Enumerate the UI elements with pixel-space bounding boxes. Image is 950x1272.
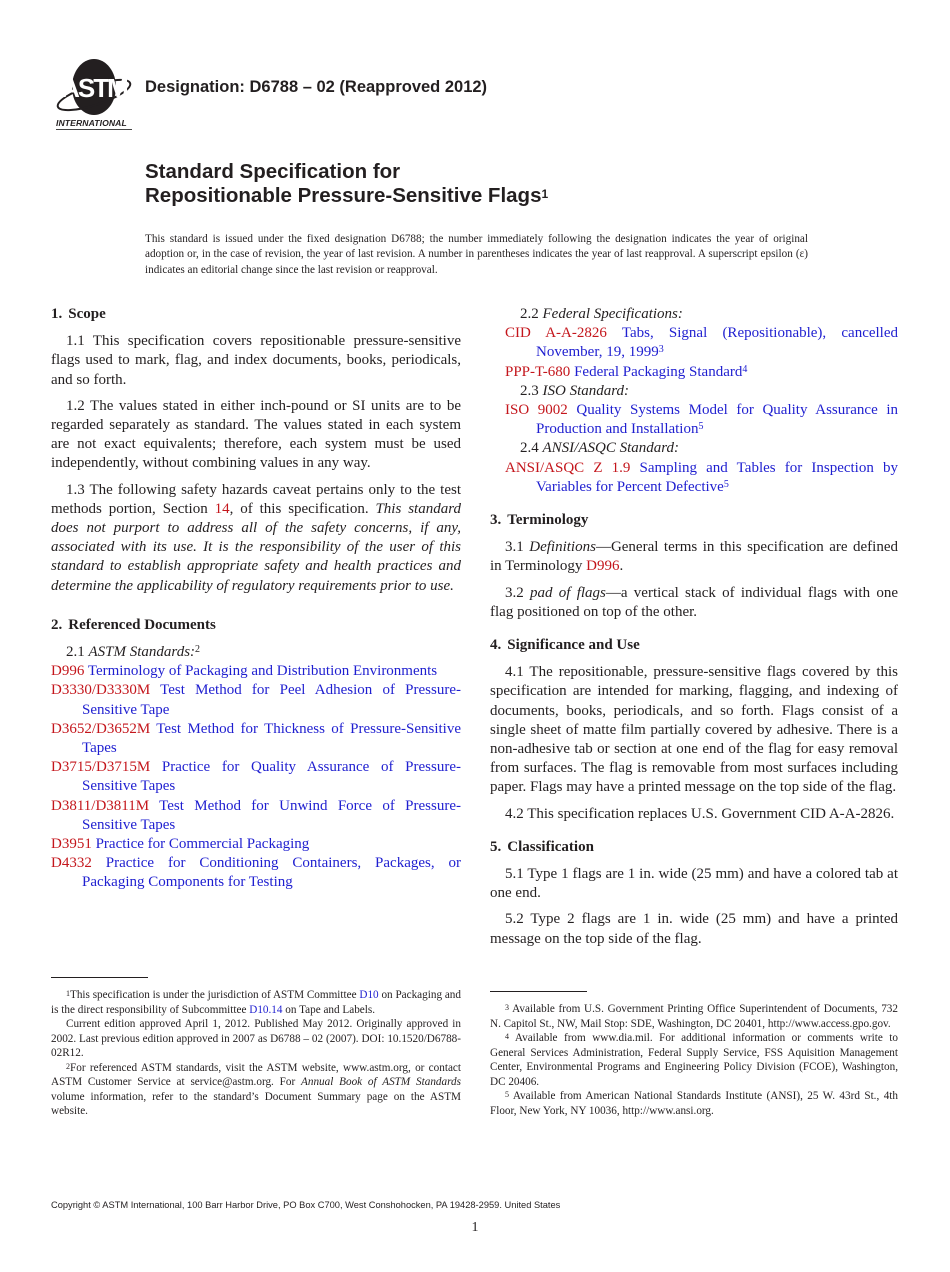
footnote-divider-left	[51, 977, 148, 978]
subsection-label: ISO Standard:	[542, 382, 630, 399]
paragraph-number: 3.1	[505, 539, 524, 556]
astm-globe-icon	[54, 57, 134, 117]
footnote-number: 5	[505, 1090, 509, 1099]
section-title: Referenced Documents	[68, 616, 216, 633]
paragraph-5-1: 5.1 Type 1 flags are 1 in. wide (25 mm) and have a colored tab at one end.	[490, 866, 898, 902]
text: , of this specification.	[229, 500, 376, 517]
annual-book-title: Annual Book of ASTM Standards	[301, 1076, 461, 1088]
footnote-5	[490, 1089, 898, 1118]
text: —a vertical stack of individual flags with one flag positioned on top of the other.	[490, 584, 898, 620]
astm-standards-label	[51, 643, 461, 662]
iso-standard-label	[505, 382, 898, 401]
footnote-number: 3	[505, 1003, 509, 1012]
section-heading-scope	[51, 305, 461, 324]
footnote-ref[interactable]: 5	[698, 421, 704, 433]
paragraph-5-2: 5.2 Type 2 flags are 1 in. wide (25 mm) and have a printed message on the top side of the flag.	[490, 911, 898, 947]
ref-item[interactable]	[505, 324, 898, 362]
footnote-divider-right	[490, 991, 587, 992]
federal-specs-label	[505, 305, 898, 324]
section-14-link[interactable]: 14	[214, 500, 230, 517]
section-number: 2.	[51, 616, 63, 633]
ref-title-link[interactable]: Test Method for Peel Adhesion of Pressure-Sensitive Tape	[82, 682, 461, 718]
footnote-ref[interactable]: 2	[195, 644, 201, 656]
ref-item[interactable]	[505, 459, 898, 497]
footnote-ref[interactable]: 5	[723, 478, 729, 490]
ref-code-link[interactable]: PPP-T-680	[505, 363, 571, 380]
term: Definitions	[529, 539, 596, 556]
designation: Designation: D6788 – 02 (Reapproved 2012)	[145, 78, 488, 96]
copyright-notice: Copyright © ASTM International, 100 Barr Harbor Drive, PO Box C700, West Conshohocken, PA 19428-2959. United States	[51, 1200, 561, 1210]
ref-code-link[interactable]: D996	[51, 663, 85, 680]
text: 1.3 The following safety hazards caveat pertains only to the test methods portion, Section	[51, 481, 461, 517]
ref-code-link[interactable]: ISO 9002	[505, 402, 568, 419]
ref-code-link[interactable]: CID A-A-2826	[505, 325, 607, 342]
ref-code-link[interactable]: D4332	[51, 855, 92, 872]
page-title	[145, 160, 548, 208]
text: on Packaging and is the direct responsibility of Subcommittee	[51, 989, 461, 1016]
section-number: 3.	[490, 512, 502, 529]
ref-code-link[interactable]: D3811/D3811M	[51, 797, 150, 814]
ref-item[interactable]	[51, 797, 461, 835]
footnotes-left	[51, 988, 461, 1119]
subsection-number: 2.2	[520, 306, 539, 322]
ansi-standard-label	[505, 439, 898, 458]
footnote-2	[51, 1061, 461, 1119]
text: For referenced ASTM standards, visit the ASTM website, www.astm.org, or contact ASTM Customer Service at service@astm.org. For	[51, 1061, 461, 1088]
footnote-3	[490, 1002, 898, 1031]
ref-title-link[interactable]: Sampling and Tables for Inspection by Variables for Percent Defective	[536, 459, 898, 495]
ref-title-link[interactable]: Tabs, Signal (Repositionable), cancelled November, 19, 1999	[536, 325, 899, 361]
ref-code-link[interactable]: D3715/D3715M	[51, 759, 151, 776]
subsection-label: ANSI/ASQC Standard:	[542, 440, 680, 457]
paragraph-1-2: 1.2 The values stated in either inch-pound or SI units are to be regarded separately as standard. The values stated in each system are not exact equivalents; therefore, each system must be used independently, without combining values in any way.	[51, 397, 461, 472]
section-heading-terminology	[490, 511, 898, 530]
ref-code-link[interactable]: D3652/D3652M	[51, 720, 151, 737]
footnotes-right	[490, 1002, 898, 1118]
footnote-4	[490, 1031, 898, 1089]
text: Available from American National Standards Institute (ANSI), 25 W. 43rd St., 4th Floor, New York, NY 10036, http://www.ansi.org.	[490, 1090, 898, 1117]
footnote-1-edition: Current edition approved April 1, 2012. Published May 2012. Originally approved in 2002. Last previous edition approved in 2007 as D6788 – 02 (2007). DOI: 10.1520/D6788-02R12.	[51, 1018, 461, 1059]
section-title: Scope	[68, 306, 106, 322]
paragraph-1-3	[51, 481, 461, 596]
committee-d10-link[interactable]: D10	[359, 989, 379, 1001]
text: This specification is under the jurisdiction of ASTM Committee	[70, 989, 360, 1001]
text: .	[619, 558, 624, 575]
footnote-number: 1	[66, 989, 70, 998]
logo-international-text: INTERNATIONAL	[56, 118, 127, 128]
section-title: Classification	[507, 838, 594, 855]
section-title: Significance and Use	[507, 637, 640, 654]
designation-notice: This standard is issued under the fixed designation D6788; the number immediately following the designation indicates the year of original adoption or, in the case of revision, the year of last revision. A number in parentheses indicates the year of last reapproval. A superscript epsilon (ε) indicates an editorial change since the last revision or reapproval.	[145, 233, 808, 276]
safety-caveat: This standard does not purport to address all of the safety concerns, if any, associated with its use. It is the responsibility of the user of this standard to establish appropriate safety and health practices and determine the applicability of regulatory requirements prior to use.	[51, 500, 461, 594]
subsection-label: ASTM Standards:	[88, 644, 196, 661]
text: Available from U.S. Government Printing Office Superintendent of Documents, 732 N. Capitol St., NW, Mail Stop: SDE, Washington, DC 20401, http://www.access.gpo.gov.	[490, 1003, 898, 1030]
section-heading-significance	[490, 636, 898, 655]
astm-logo	[54, 57, 134, 131]
ref-code-link[interactable]: D3951	[51, 836, 92, 853]
section-title: Terminology	[507, 512, 589, 529]
ref-item[interactable]	[505, 363, 898, 382]
ref-title-link[interactable]: Practice for Commercial Packaging	[95, 836, 310, 853]
ref-code-link[interactable]: ANSI/ASQC Z 1.9	[505, 459, 631, 476]
paragraph-3-1	[490, 538, 898, 576]
left-column	[51, 305, 461, 893]
text: on Tape and Labels.	[282, 1003, 376, 1016]
section-number: 4.	[490, 637, 502, 654]
ref-title-link[interactable]: Practice for Quality Assurance of Pressure-Sensitive Tapes	[82, 759, 462, 795]
subsection-label: Federal Specifications:	[542, 306, 683, 322]
text: —General terms in this specification are defined in Terminology	[490, 539, 899, 575]
d996-link[interactable]: D996	[586, 558, 620, 575]
paragraph-number: 3.2	[505, 584, 524, 601]
subsection-number: 2.3	[520, 382, 539, 399]
ref-title-link[interactable]: Terminology of Packaging and Distribution Environments	[87, 663, 438, 680]
ref-title-link[interactable]: Practice for Conditioning Containers, Packages, or Packaging Components for Testing	[82, 855, 462, 891]
subcommittee-d10-14-link[interactable]: D10.14	[249, 1003, 283, 1016]
ref-item[interactable]	[51, 758, 461, 796]
text: volume information, refer to the standard’s Document Summary page on the ASTM website.	[51, 1090, 461, 1117]
ref-item[interactable]	[51, 720, 461, 758]
subsection-number: 2.4	[520, 440, 539, 457]
paragraph-3-2	[490, 584, 898, 622]
ref-title-link[interactable]: Federal Packaging Standard	[574, 363, 743, 380]
title-text: Repositionable Pressure-Sensitive Flags	[145, 184, 542, 207]
section-heading-classification	[490, 838, 898, 857]
ref-item[interactable]	[51, 662, 461, 681]
footnote-ref[interactable]: 3	[658, 344, 664, 356]
ref-item[interactable]	[51, 681, 461, 719]
term: pad of flags	[530, 584, 606, 601]
ref-title-link[interactable]: Test Method for Unwind Force of Pressure-Sensitive Tapes	[82, 797, 462, 833]
svg-text:ASTM: ASTM	[61, 73, 127, 103]
text: Available from www.dia.mil. For additional information or comments write to General Services Administration, Federal Supply Service, FSS Aquisition Management Center, Environmental Programs and Engineering Policy Division (FCOE), Washington, DC 20406.	[490, 1032, 899, 1088]
ref-item[interactable]	[51, 854, 461, 892]
section-heading-referenced	[51, 616, 461, 635]
title-footnote-ref[interactable]: 1	[541, 187, 549, 201]
ref-title-link[interactable]: Quality Systems Model for Quality Assurance in Production and Installation	[536, 402, 898, 438]
ref-item[interactable]	[51, 835, 461, 854]
footnote-number: 4	[505, 1032, 509, 1041]
subsection-number: 2.1	[66, 644, 85, 661]
logo-underline	[56, 129, 132, 130]
page-number: 1	[471, 1220, 479, 1235]
section-number: 1.	[51, 306, 63, 322]
footnote-1	[51, 988, 461, 1017]
ref-code-link[interactable]: D3330/D3330M	[51, 682, 151, 699]
ref-title-link[interactable]: Test Method for Thickness of Pressure-Sensitive Tapes	[82, 720, 462, 757]
paragraph-1-1: 1.1 This specification covers repositionable pressure-sensitive flags used to mark, flag, and index documents, books, periodicals, and so forth.	[51, 333, 461, 388]
section-number: 5.	[490, 838, 502, 855]
footnote-ref[interactable]: 4	[742, 363, 748, 375]
paragraph-4-1: 4.1 The repositionable, pressure-sensitive flags covered by this specification are intended for marking, flagging, and indexing of documents, books, periodicals, and so forth. Flags consist of a single sheet of matte film partially covered by adhesive. There is a non-adhesive tab or section at one end of the flag for easy removal from surfaces. The flag is removable from most surfaces including paper. Flags may have a printed message on the top side of the flag.	[490, 664, 898, 796]
paragraph-4-2: 4.2 This specification replaces U.S. Government CID A-A-2826.	[505, 805, 895, 822]
right-column	[490, 305, 899, 956]
title-line-1: Standard Specification for	[145, 160, 401, 183]
title-line-2	[145, 184, 548, 208]
footnote-number: 2	[66, 1061, 70, 1071]
ref-item[interactable]	[505, 401, 898, 439]
